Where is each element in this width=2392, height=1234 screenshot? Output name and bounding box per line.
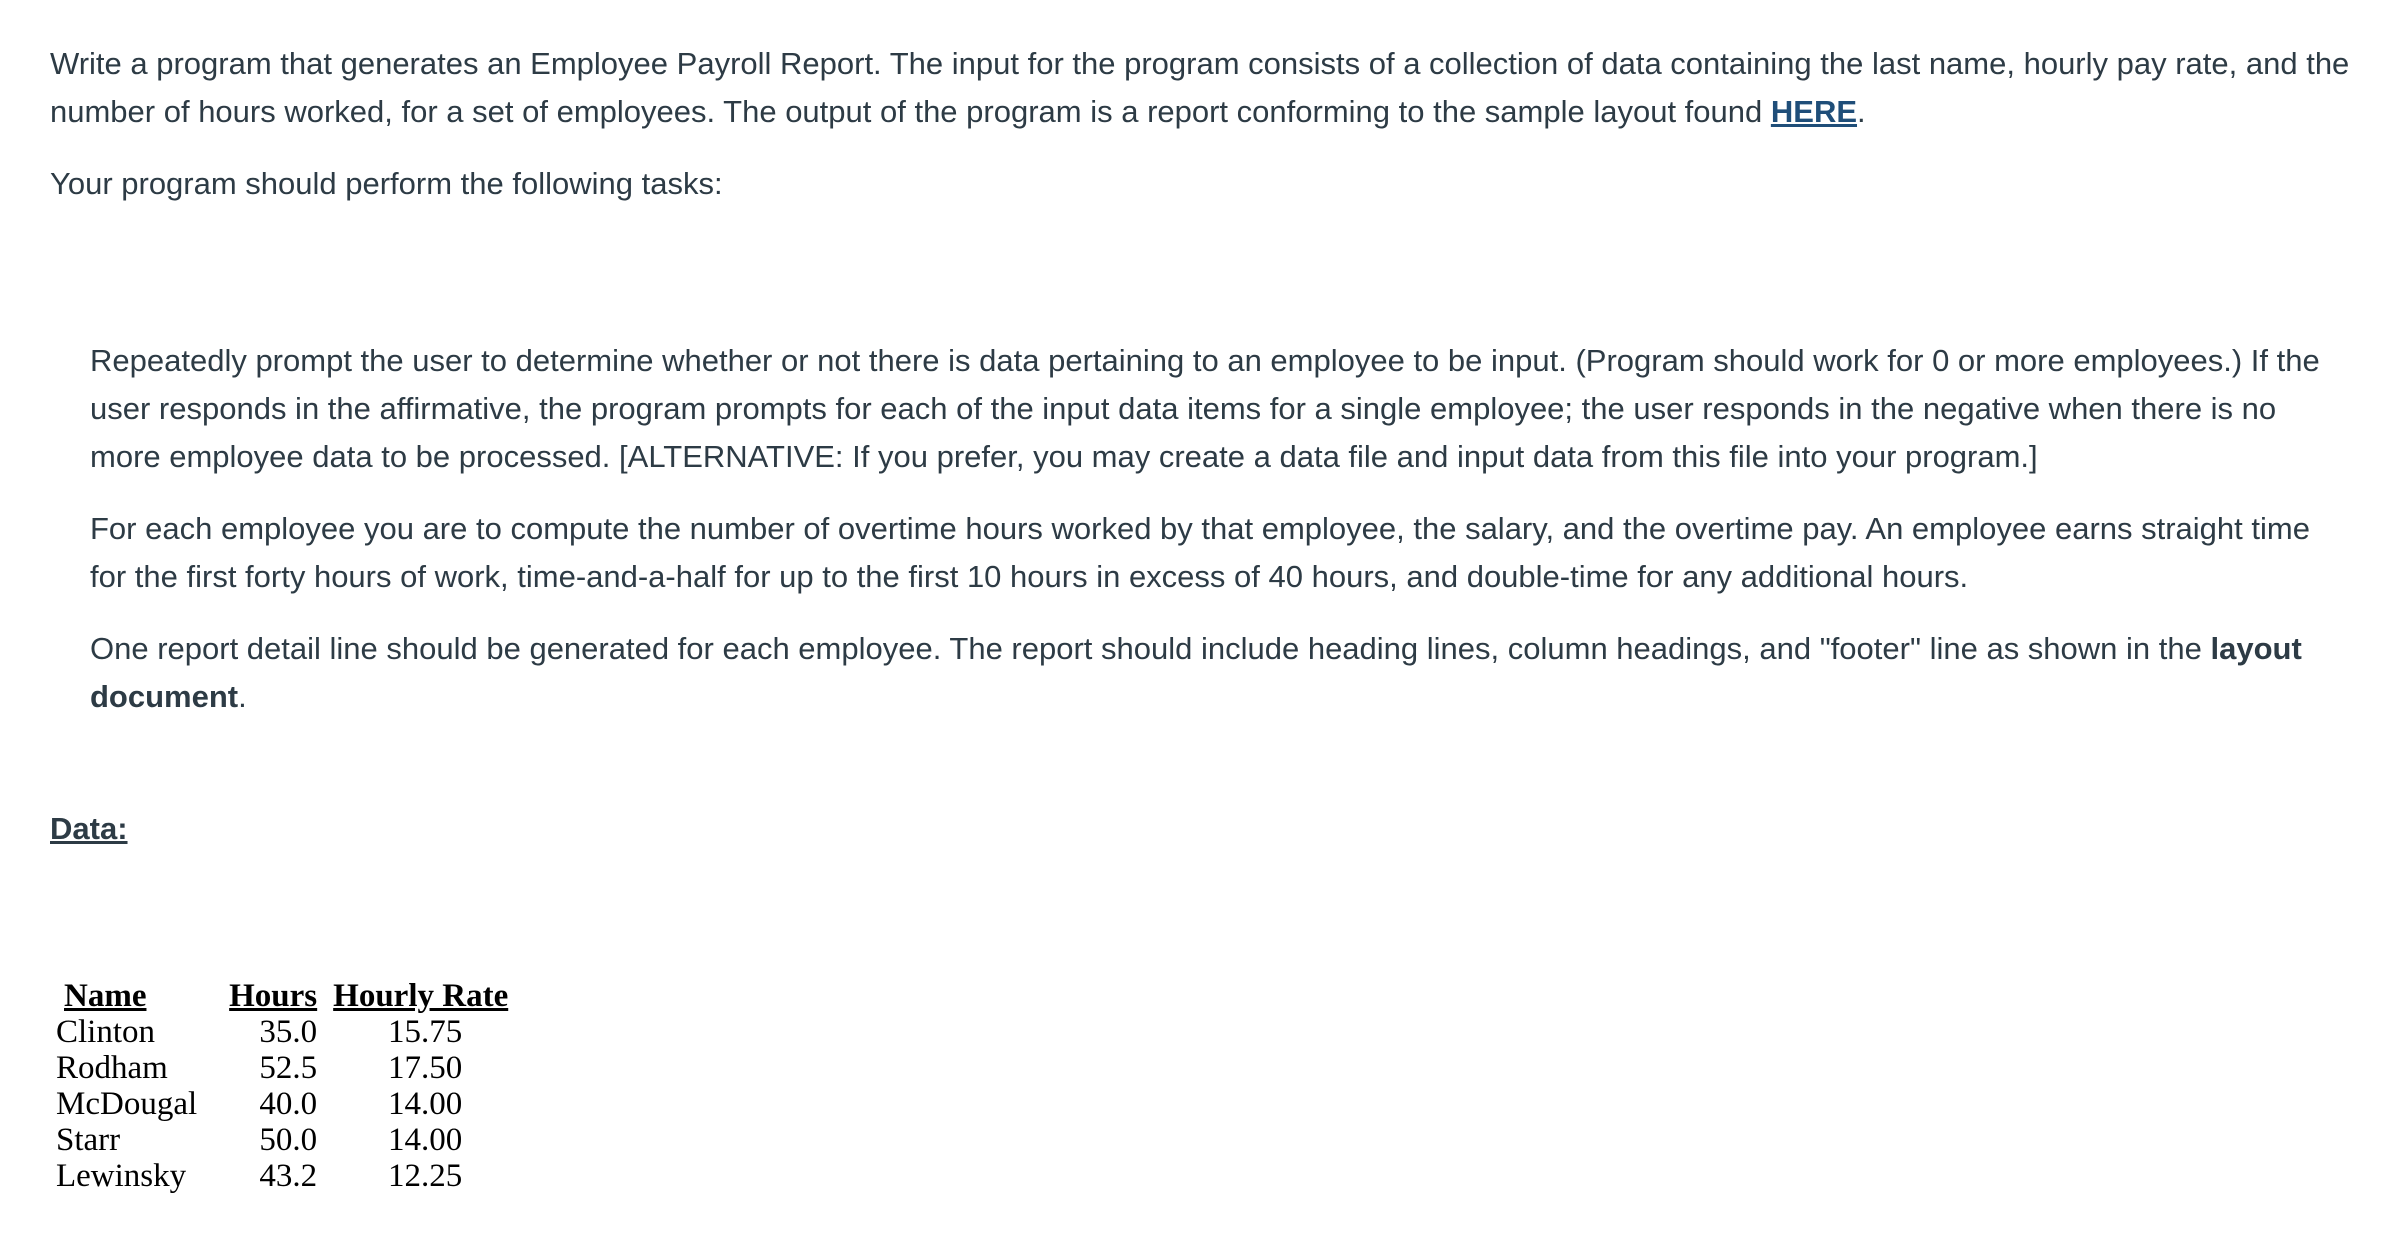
task-paragraph-2: For each employee you are to compute the number of overtime hours worked by that employee, the salary, and the overtime pay. An employee earns straight time for the first forty hours of work, time-and-a-half for up to the first 10 hours in excess of 40 hours, and double-time for any additional hours. [90,511,2310,594]
cell-hours: 52.5 [259,1050,318,1086]
table-row [56,1122,516,1158]
intro-text: Write a program that generates an Employee Payroll Report. The input for the program consists of a collection of data containing the last name, hourly pay rate, and the number of hours worked, for a set of employees. The output of the program is a report conforming to the sample layout found [50,46,2350,129]
cell-rate: 14.00 [387,1122,463,1158]
cell-hours: 35.0 [259,1014,318,1050]
column-header-hours: Hours [229,978,318,1014]
intro-paragraph [50,40,2350,136]
cell-name: Clinton [56,1014,156,1050]
intro-period: . [1857,94,1866,129]
cell-rate: 14.00 [387,1086,463,1122]
assignment-content [50,40,2350,208]
table-row [56,1050,516,1086]
tasks-intro: Your program should perform the following tasks: [50,166,723,201]
task3-text: One report detail line should be generated for each employee. The report should include heading lines, column headings, and "footer" line as shown in the [90,631,2211,666]
tasks-block [90,337,2350,745]
column-header-name: Name [64,978,147,1014]
task-paragraph-3 [90,625,2350,721]
table-row [56,1158,516,1194]
data-heading: Data: [50,811,128,846]
cell-name: Rodham [56,1050,168,1086]
column-header-hourly-rate: Hourly Rate [333,978,509,1014]
table-row [56,1086,516,1122]
table-row [56,1014,516,1050]
cell-rate: 15.75 [387,1014,463,1050]
layout-link[interactable]: HERE [1770,94,1858,129]
table-header-row [56,978,516,1014]
employee-data-table [56,978,516,1194]
cell-rate: 12.25 [387,1158,463,1194]
cell-name: Starr [56,1122,121,1158]
cell-rate: 17.50 [387,1050,463,1086]
cell-hours: 43.2 [259,1158,318,1194]
layout-document-label: layout document [90,631,2302,714]
cell-hours: 50.0 [259,1122,318,1158]
task-paragraph-1: Repeatedly prompt the user to determine whether or not there is data pertaining to an employee to be input. (Program should work for 0 or more employees.) If the user responds in the affirmative, the program prompts for each of the input data items for a single employee; the user responds in the negative when there is no more employee data to be processed. [ALTERNATIVE: If you prefer, you may create a data file and input data from this file into your program.] [90,343,2320,474]
cell-hours: 40.0 [259,1086,318,1122]
task3-period: . [238,679,247,714]
cell-name: McDougal [56,1086,198,1122]
cell-name: Lewinsky [56,1158,187,1194]
